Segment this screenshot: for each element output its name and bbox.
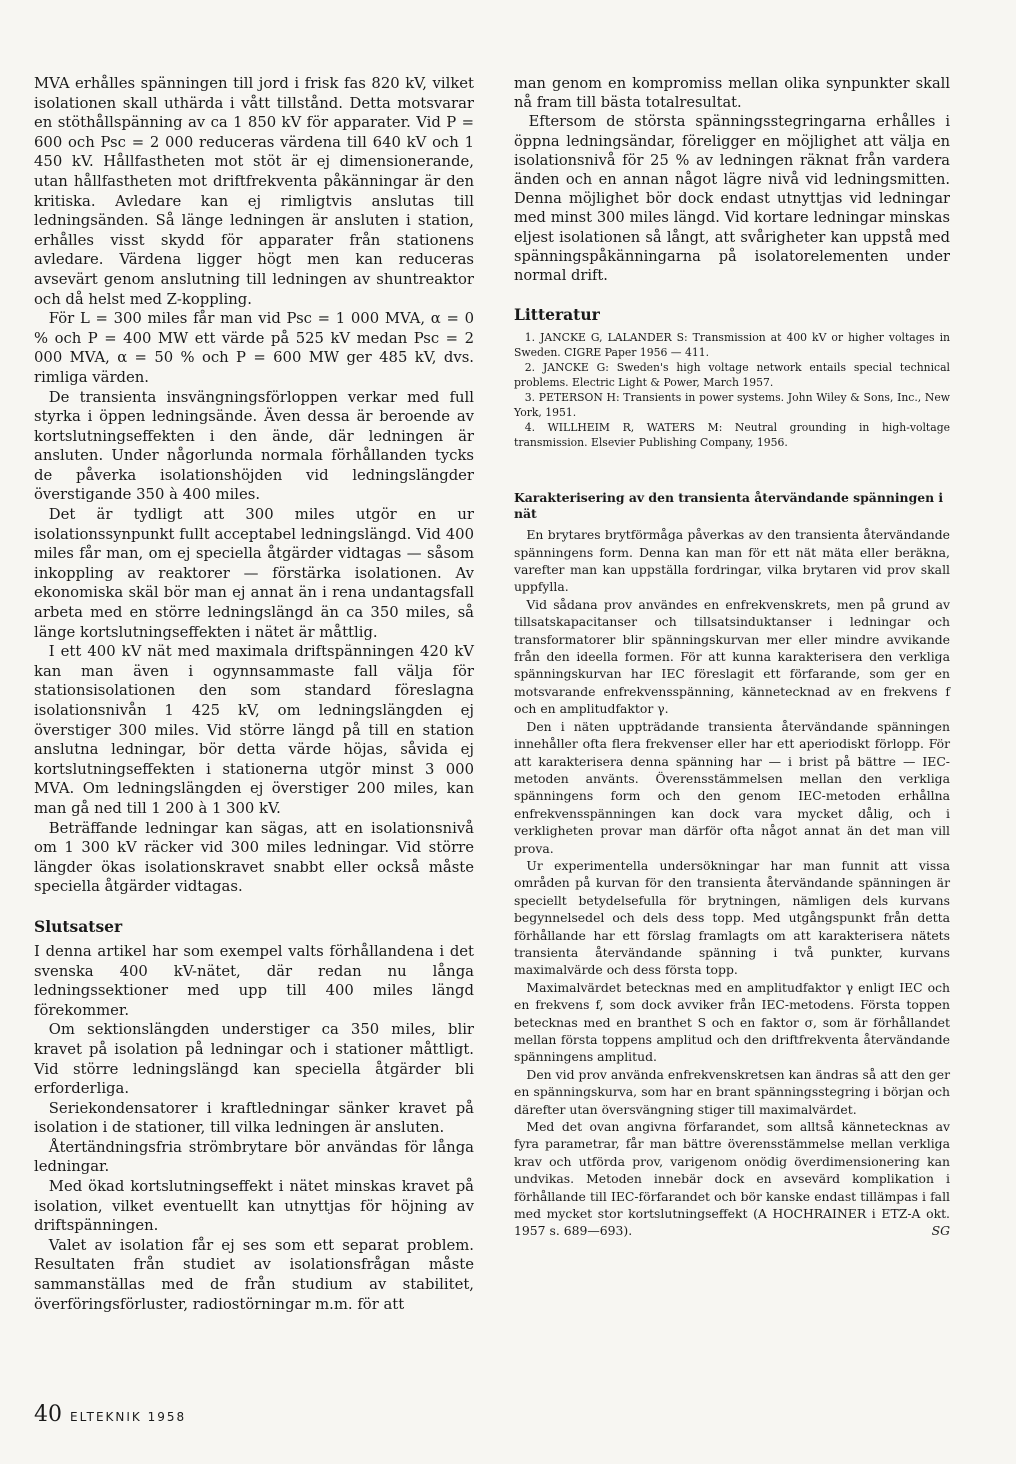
paragraph: I ett 400 kV nät med maximala driftspänningen 420 kV kan man även i ogynnsammaste fall välja för stationsisolationen den som standard föreslagna isolationsnivån 1 425 kV, om ledningslängden ej överstiger 300 miles. Vid större längd på till en station anslutna ledningar, bör detta värde höjas, såvida ej kortslutningseffekten i stationerna utgör minst 3 000 MVA. Om ledningslängden ej överstiger 200 miles, kan man gå ned till 1 200 à 1 300 kV. [34,643,474,817]
paragraph: Det är tydligt att 300 miles utgör en ur isolationssynpunkt fullt acceptabel ledningslängd. Vid 400 miles får man, om ej speciella åtgärder vidtagas — såsom inkoppling av reaktorer — förstärka isolationen. Av ekonomiska skäl bör man ej annat än i rena undantagsfall arbeta med en större ledningslängd än ca 350 miles, så länge kortslutningseffekten i nätet är måttlig. [34,506,474,641]
left-column [34,74,474,1314]
references-section [514,305,950,450]
reference-item: 3. PETERSON H: Transients in power systems. John Wiley & Sons, Inc., New York, 1951. [514,391,950,420]
paragraph-text: Med det ovan angivna förfarandet, som alltså kännetecknas av fyra parametrar, får man bättre överensstämmelse mellan verkliga krav och utförda prov, varigenom onödig överdimensionering kan undvikas. Metoden innebär dock en avsevärd komplikation i förhållande till IEC-förfarandet och bör kanske endast tillämpas i fall med mycket stor kortslutningseffekt (A HOCHRAINER i ETZ-A okt. 1957 s. 689—693). [514,1119,950,1239]
paragraph: Eftersom de största spänningsstegringarna erhålles i öppna ledningsändar, föreligger en möjlighet att välja en isolationsnivå för 25 % av ledningen räknat från vardera änden och en annan något lägre nivå vid ledningsmitten. Denna möjlighet bör dock endast utnyttjas vid ledningar med minst 300 miles längd. Vid kortare ledningar minskas eljest isolationen så långt, att svårigheter kan uppstå med spänningspåkänningarna på isolatorelementen under normal drift. [514,113,950,285]
reference-item: 1. JANCKE G, LALANDER S: Transmission at 400 kV or higher voltages in Sweden. CIGRE Paper 1956 — 411. [514,331,950,360]
paragraph: man genom en kompromiss mellan olika synpunkter skall nå fram till bästa totalresultat. [514,75,950,112]
paragraph: Seriekondensatorer i kraftledningar sänker kravet på isolation i de stationer, till vilka ledningen är ansluten. [34,1099,474,1137]
section-heading-slutsatser: Slutsatser [34,916,123,936]
section-heading-karakterisering: Karakterisering av den transienta återvändande spänningen i nät [514,490,944,522]
paragraph: Maximalvärdet betecknas med en amplitudfaktor γ enligt IEC och en frekvens f, som dock avviker från IEC-metodens. Första toppen betecknas med en branthet S och en faktor σ, som är förhållandet mellan första toppens amplitud och den driftfrekventa återvändande spänningens amplitud. [514,979,950,1065]
paragraph: MVA erhålles spänningen till jord i frisk fas 820 kV, vilket isolationen skall uthärda i vått tillstånd. Detta motsvarar en stöthållspänning av ca 1 850 kV för apparater. Vid P = 600 och Psc = 2 000 reduceras värdena till 640 kV och 1 450 kV. Hållfastheten mot stöt är ej dimensionerande, utan hållfastheten mot driftfrekventa påkänningar är den kritiska. Avledare kan ej rimligtvis anslutas till ledningsänden. Så länge ledningen är ansluten i station, erhålles visst skydd för apparater från stationens avledare. Värdena ligger högt men kan reduceras avsevärt genom anslutning till ledningen av shuntreaktor och då helst med Z-koppling. [34,75,474,308]
section-heading-litteratur: Litteratur [514,305,600,325]
journal-label: ELTEKNIK 1958 [70,1410,187,1424]
paragraph: Med ökad kortslutningseffekt i nätet minskas kravet på isolation, vilket eventuellt kan utnyttjas för höjning av driftspänningen. [34,1178,474,1235]
paragraph: För L = 300 miles får man vid Psc = 1 000 MVA, α = 0 % och P = 400 MW ett värde på 525 kV medan Psc = 2 000 MVA, α = 50 % och P = 600 MW ger 485 kV, dvs. rimliga värden. [34,310,474,386]
author-signature: SG [931,1223,950,1239]
paragraph: Om sektionslängden understiger ca 350 miles, blir kravet på isolation på ledningar och i stationer måttligt. Vid större ledningslängd kan speciella åtgärder bli erforderliga. [34,1021,474,1098]
transient-voltage-section [514,490,950,1240]
page-footer [34,1402,186,1432]
paragraph: Beträffande ledningar kan sägas, att en isolationsnivå om 1 300 kV räcker vid 300 miles ledningar. Vid större längder ökas isolationskravet snabbt eller också måste speciella åtgärder vidtagas. [34,819,474,896]
paragraph: Den i näten uppträdande transienta återvändande spänningen innehåller ofta flera frekvenser eller har ett aperiodiskt förlopp. För att karakterisera denna spänning har — i brist på bättre — IEC-metoden använts. Överensstämmelsen mellan den verkliga spänningens form och den genom IEC-metoden erhållna enfrekvensspänningen kan dock vara mycket dålig, och i verkligheten provar man därför ofta något annat än det man vill prova. [514,718,950,856]
page-number: 40 [34,1402,62,1427]
paragraph: De transienta insvängningsförloppen verkar med full styrka i öppen ledningsände. Även dessa är beroende av kortslutningseffekten i den ände, där ledningen är ansluten. Under någorlunda normala förhållanden tycks de påverka isolationshöjden vid ledningslängder överstigande 350 à 400 miles. [34,388,474,504]
right-column [514,74,950,1240]
paragraph: Ur experimentella undersökningar har man funnit att vissa områden på kurvan för den transienta återvändande spänningen är speciellt betydelsefulla för brytningen, nämligen dels kurvans begynnelsedel och dels dess topp. Med utgångspunkt från detta förhållande har ett förslag framlagts om att karakterisera nätets transienta återvändande spänning i två punkter, kurvans maximalvärde och dess första topp. [514,857,950,978]
paragraph: Den vid prov använda enfrekvenskretsen kan ändras så att den ger en spänningskurva, som har en brant spänningsstegring i början och därefter utan översvängning stiger till maximalvärdet. [514,1066,950,1117]
paragraph: I denna artikel har som exempel valts förhållandena i det svenska 400 kV-nätet, där redan nu långa ledningssektioner med upp till 400 miles längd förekommer. [34,942,474,1019]
reference-item: 4. WILLHEIM R, WATERS M: Neutral grounding in high-voltage transmission. Elsevier Publishing Company, 1956. [514,421,950,450]
reference-item: 2. JANCKE G: Sweden's high voltage network entails special technical problems. Electric Light & Power, March 1957. [514,361,950,390]
paragraph: Vid sådana prov användes en enfrekvenskrets, men på grund av tillsatskapacitanser och tillsatsinduktanser i ledningar och transformatorer blir spänningskurvan mer eller mindre avvikande från den ideella formen. För att kunna karakterisera den verkliga spänningskurvan har IEC föreslagit ett förfarande, som ger en motsvarande enfrekvensspänning, kännetecknad av en frekvens f och en amplitudfaktor γ. [514,596,950,717]
paragraph: Valet av isolation får ej ses som ett separat problem. Resultaten från studiet av isolationsfrågan måste sammanställas med de från studium av stabilitet, överföringsförluster, radiostörningar m.m. för att [34,1236,474,1313]
paragraph [514,1118,950,1240]
paragraph: En brytares brytförmåga påverkas av den transienta återvändande spänningens form. Denna kan man för ett nät mäta eller beräkna, varefter man kan uppställa fordringar, vilka brytaren vid prov skall uppfylla. [514,527,950,595]
paragraph: Återtändningsfria strömbrytare bör användas för långa ledningar. [34,1138,474,1176]
